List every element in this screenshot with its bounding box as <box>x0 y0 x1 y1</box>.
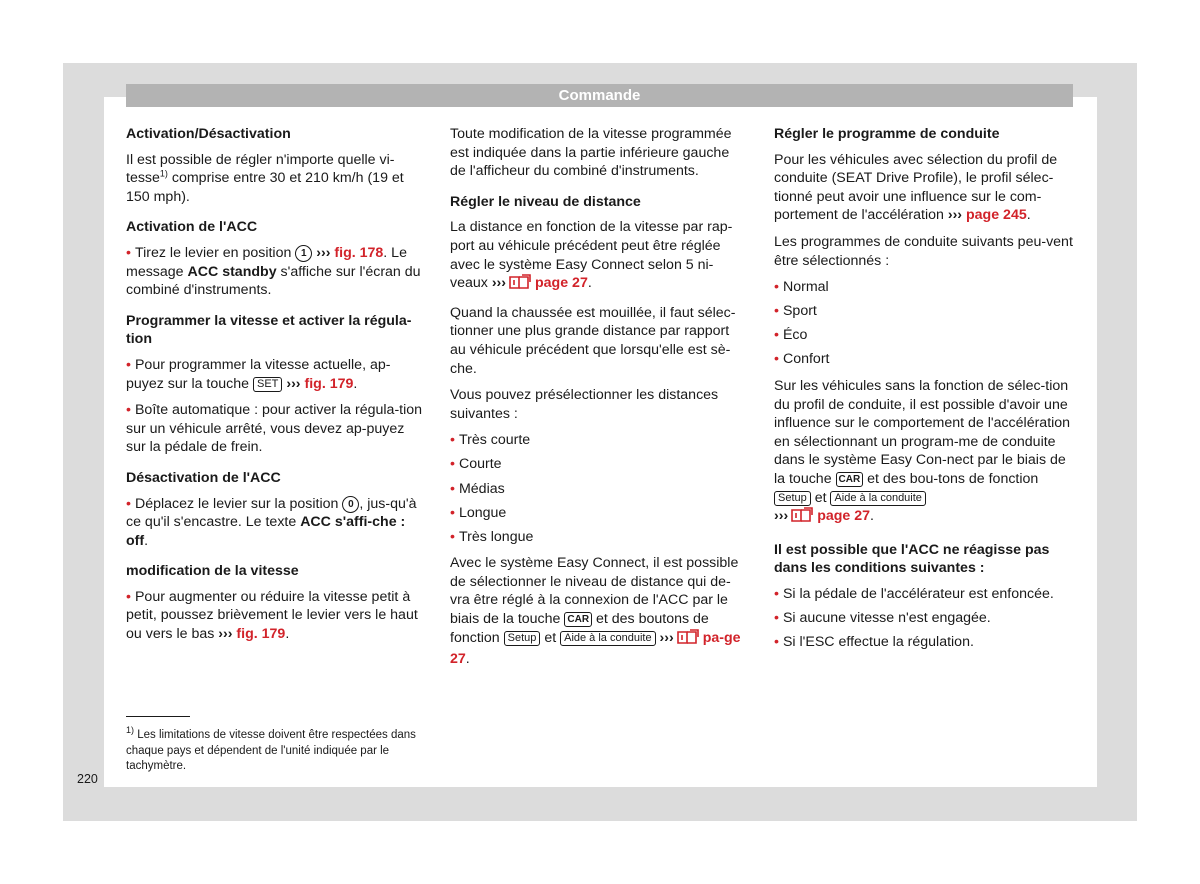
list-item: • Si la pédale de l'accélérateur est enfoncée. <box>774 585 1054 602</box>
arrows-icon: ››› <box>316 244 331 261</box>
bullet-icon: • <box>450 504 455 521</box>
program-list <box>774 278 1074 369</box>
bullet-adjust-speed: • Pour augmenter ou réduire la vitesse petit à petit, poussez brièvement le levier vers le haut ou vers le bas ››› fig. 179. <box>126 588 418 643</box>
paragraph-easy-connect: Avec le système Easy Connect, il est possible de sélectionner le niveau de distance qui de-vra être réglé à la connexion de l'ACC par le biais de la touche CAR et des boutons de fonction Setup et Aide à la conduite ››› pa-ge 27. <box>450 555 741 668</box>
bullet-icon: • <box>450 432 455 449</box>
list-item: • Éco <box>774 327 808 344</box>
bullet-automatic-gearbox: • Boîte automatique : pour activer la régula-tion sur un véhicule arrêté, vous devez ap-puyez sur la pédale de frein. <box>126 402 423 456</box>
list-item: • Si l'ESC effectue la régulation. <box>774 634 974 651</box>
heading-program-speed: Programmer la vitesse et activer la régula-tion <box>126 312 412 348</box>
position-0-icon: 0 <box>342 496 359 513</box>
footnote-ref[interactable]: 1) <box>159 168 168 179</box>
arrows-icon: ››› <box>286 375 301 392</box>
paragraph-drive-profile: Pour les véhicules avec sélection du profil de conduite (SEAT Drive Profile), le profil sélec-tionné peut avoir une influence sur le com-portement de l'accélération ››› page 245. <box>774 151 1058 224</box>
link-page-27[interactable]: pa-ge 27 <box>450 629 741 668</box>
list-item: • Confort <box>774 351 830 368</box>
bullet-pull-lever: • Tirez le levier en position 1 ››› fig. 178. Le message ACC standby s'affiche sur l'écran du combiné d'instruments. <box>126 244 421 299</box>
column-3 <box>774 125 1074 660</box>
bullet-icon: • <box>126 588 131 605</box>
footnote-mark: 1) <box>126 725 135 736</box>
arrows-icon: ››› <box>491 275 506 292</box>
bullet-icon: • <box>774 610 779 627</box>
arrows-icon: ››› <box>774 508 789 525</box>
position-1-icon: 1 <box>295 245 312 262</box>
distance-list <box>450 431 746 546</box>
paragraph-wet-road: Quand la chaussée est mouillée, il faut sélec-tionner une plus grande distance par rapport au véhicule précédent que lorsqu'elle est sè-che. <box>450 304 736 377</box>
heading-acc-activation: Activation de l'ACC <box>126 219 258 236</box>
heading-driving-program: Régler le programme de conduite <box>774 126 1000 142</box>
paragraph-distance: La distance en fonction de la vitesse par rap-port au véhicule précédent peut être réglée avec le système Easy Connect selon 5 ni-veaux ››› page 27. <box>450 218 746 295</box>
heading-speed-modification: modification de la vitesse <box>126 563 299 580</box>
footnote-divider <box>126 716 190 717</box>
bullet-icon: • <box>126 356 131 373</box>
column-2 <box>450 125 746 677</box>
paragraph-programs-intro: Les programmes de conduite suivants peu-vent être sélectionnés : <box>774 233 1073 269</box>
bullet-icon: • <box>450 528 455 545</box>
arrows-icon: ››› <box>947 207 963 224</box>
arrows-icon: ››› <box>218 626 233 643</box>
column-1 <box>126 125 426 652</box>
section-header: Commande <box>126 84 1073 107</box>
heading-distance-level: Régler le niveau de distance <box>450 193 641 210</box>
book-reference-icon <box>676 629 700 651</box>
link-page-245[interactable]: page 245 <box>966 207 1027 224</box>
paragraph-speed-range: Il est possible de régler n'importe quelle vi-tesse$^{1)}$ comprise entre 30 et 210 km/h (19 et 150 mph). <box>126 151 404 205</box>
footnote <box>126 725 426 775</box>
link-page-27[interactable]: page 27 <box>817 508 871 525</box>
car-key-icon: CAR <box>564 612 592 627</box>
bullet-icon: • <box>774 327 779 344</box>
bullet-icon: • <box>126 244 131 261</box>
book-reference-icon <box>508 274 532 296</box>
link-fig-179[interactable]: fig. 179 <box>304 375 354 392</box>
heading-acc-no-reaction: Il est possible que l'ACC ne réagisse pas dans les conditions suivantes : <box>774 541 1050 577</box>
driving-assist-key-icon: Aide à la conduite <box>830 491 925 506</box>
bullet-icon: • <box>126 402 131 419</box>
driving-assist-key-icon: Aide à la conduite <box>560 631 655 646</box>
arrows-icon: ››› <box>659 629 674 646</box>
list-item: • Médias <box>450 480 505 497</box>
bullet-set-speed: • Pour programmer la vitesse actuelle, ap-puyez sur la touche SET ››› fig. 179. <box>126 356 391 392</box>
bullet-icon: • <box>774 585 779 602</box>
book-reference-icon <box>790 507 814 529</box>
list-item: • Très courte <box>450 432 531 449</box>
paragraph-preselect: Vous pouvez présélectionner les distances suivantes : <box>450 387 719 422</box>
list-item: • Si aucune vitesse n'est engagée. <box>774 610 991 627</box>
bullet-icon: • <box>774 279 779 296</box>
list-item: • Très longue <box>450 528 534 545</box>
set-key-icon: SET <box>253 377 282 392</box>
paragraph-no-profile: Sur les véhicules sans la fonction de sélec-tion du profil de conduite, il est possible d'avoir une influence sur le comportement de l'accélération en sélectionnant un program-me de conduite dans le système Easy Con-nect par le biais de la touche CAR et des bou-tons de fonction Setup et Aide à la conduite ››› page 27. <box>774 377 1074 529</box>
bullet-icon: • <box>126 495 131 512</box>
bullet-icon: • <box>774 303 779 320</box>
link-fig-179[interactable]: fig. 179 <box>236 626 286 643</box>
footnote-text: Les limitations de vitesse doivent être respectées dans chaque pays et dépendent de l'unité indiquée par le tachymètre. <box>126 729 416 772</box>
bullet-icon: • <box>774 634 779 651</box>
heading-activation: Activation/Désactivation <box>126 126 291 142</box>
car-key-icon: CAR <box>836 472 864 487</box>
list-item: • Courte <box>450 456 502 473</box>
list-item: • Longue <box>450 504 507 521</box>
list-item: • Sport <box>774 303 817 320</box>
page-number: 220 <box>77 772 98 786</box>
link-fig-178[interactable]: fig. 178 <box>334 244 384 261</box>
setup-key-icon: Setup <box>774 491 811 506</box>
link-page-27[interactable]: page 27 <box>535 275 588 292</box>
bullet-icon: • <box>450 456 455 473</box>
paragraph-speed-display: Toute modification de la vitesse programmée est indiquée dans la partie inférieure gauche de l'afficheur du combiné d'instruments. <box>450 126 732 180</box>
heading-acc-deactivation: Désactivation de l'ACC <box>126 469 281 486</box>
setup-key-icon: Setup <box>504 631 541 646</box>
list-item: • Normal <box>774 279 829 296</box>
bullet-icon: • <box>450 480 455 497</box>
conditions-list <box>774 585 1074 652</box>
bullet-move-lever: • Déplacez le levier sur la position 0 , jus-qu'à ce qu'il s'encastre. Le texte ACC s'affi-che : off. <box>126 495 417 549</box>
bullet-icon: • <box>774 351 779 368</box>
